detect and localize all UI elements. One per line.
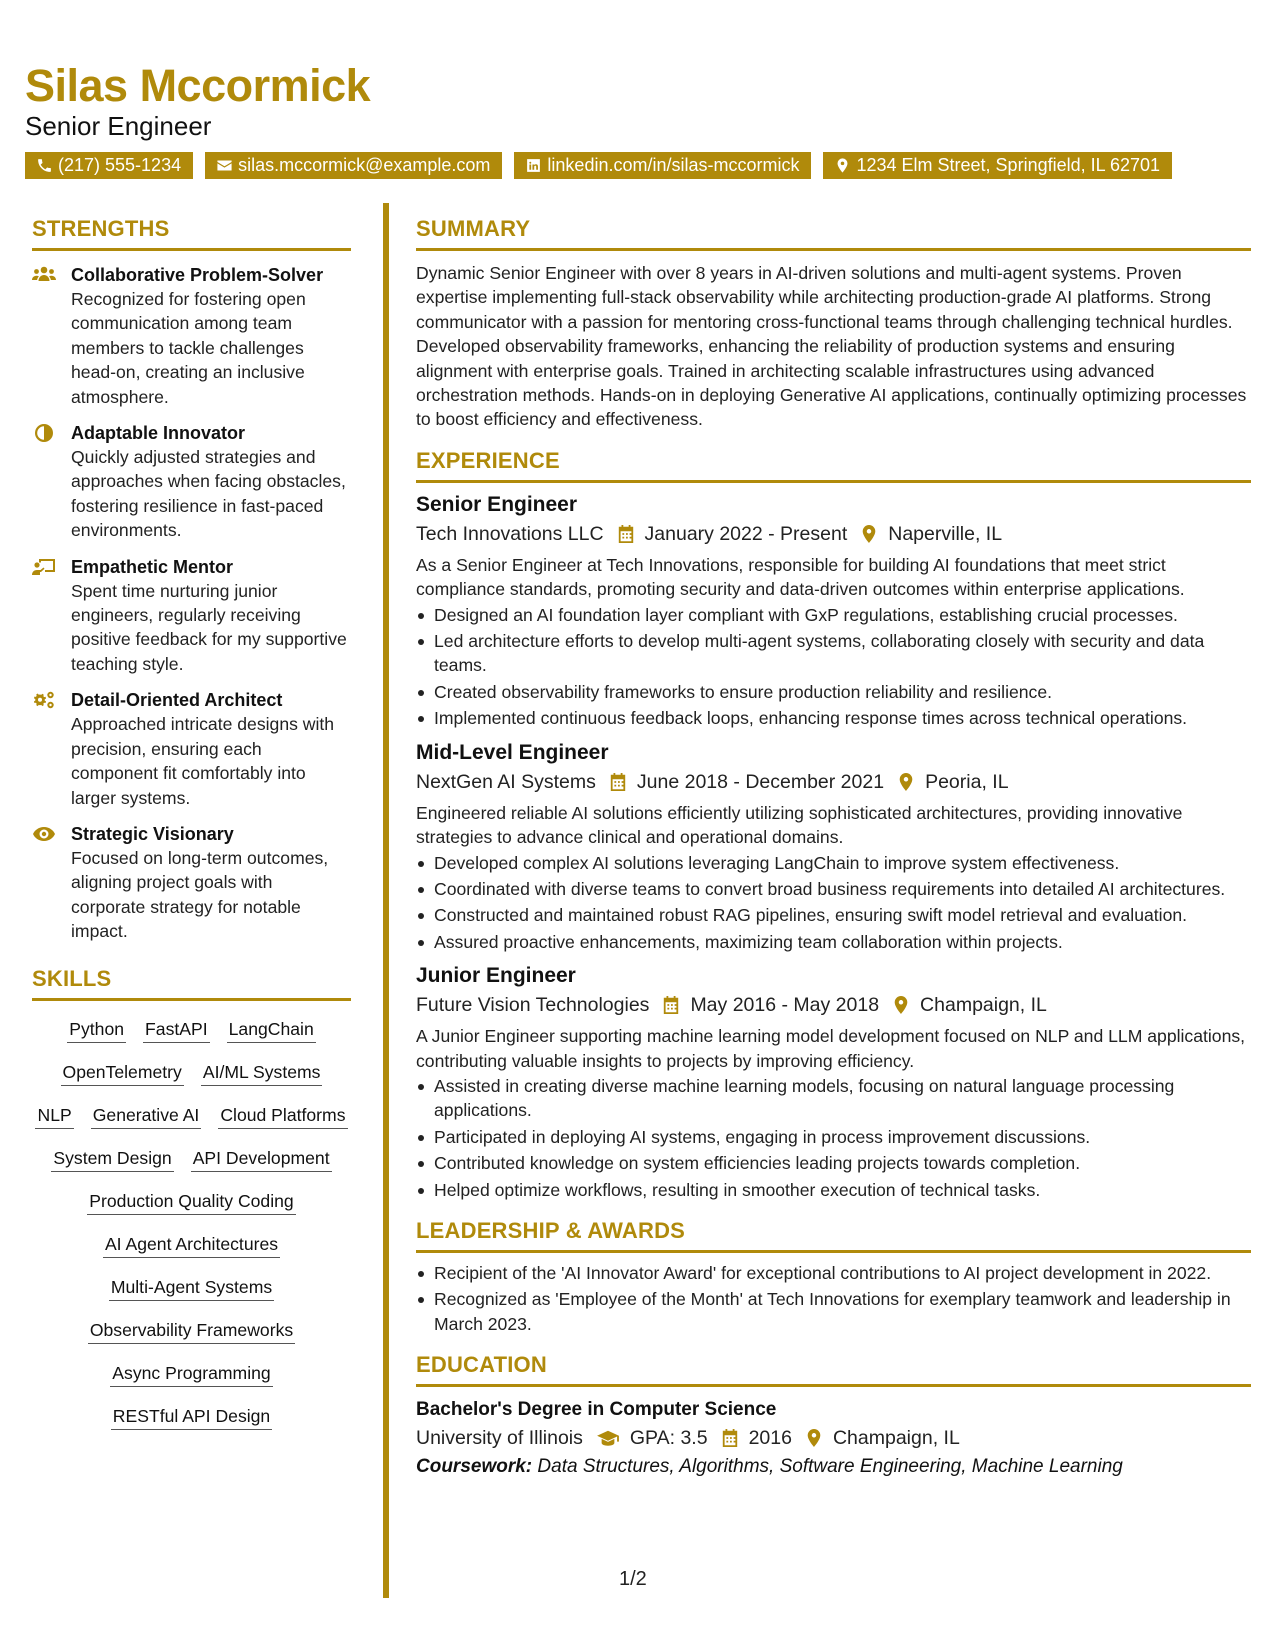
education-heading: EDUCATION	[416, 1352, 1251, 1387]
graduation-cap-icon	[596, 1428, 620, 1448]
strength-name: Strategic Visionary	[71, 823, 234, 844]
skill-tag: Python	[67, 1017, 126, 1043]
skill-tag: API Development	[191, 1146, 332, 1172]
education-school: University of Illinois	[416, 1427, 583, 1450]
job-bullet: Developed complex AI solutions leveraging LangChain to improve system effectiveness.	[416, 851, 1251, 875]
education-meta	[416, 1423, 1251, 1453]
job-location: Champaign, IL	[920, 994, 1047, 1017]
strength-item	[32, 263, 351, 409]
skill-tag: Multi-Agent Systems	[109, 1275, 274, 1301]
eye-icon	[32, 824, 56, 844]
job-meta	[416, 519, 1251, 549]
contact-phone-text: (217) 555-1234	[58, 155, 182, 175]
job-bullet: Assured proactive enhancements, maximizing team collaboration within projects.	[416, 930, 1251, 954]
leadership-bullet: Recognized as 'Employee of the Month' at Tech Innovations for exemplary teamwork and leadership in March 2023.	[416, 1287, 1251, 1336]
job-dates: January 2022 - Present	[644, 522, 848, 545]
skill-tag: AI Agent Architectures	[103, 1232, 280, 1258]
job-bullet: Assisted in creating diverse machine learning models, focusing on natural language processing applications.	[416, 1074, 1251, 1123]
education-degree: Bachelor's Degree in Computer Science	[416, 1399, 777, 1421]
strength-name: Empathetic Mentor	[71, 556, 234, 577]
job-bullets	[416, 603, 1251, 731]
job-entry	[416, 491, 1251, 731]
job-location: Naperville, IL	[888, 522, 1003, 545]
job-dates: June 2018 - December 2021	[636, 770, 885, 793]
job-bullets	[416, 1074, 1251, 1202]
job-desc: Engineered reliable AI solutions efficiently utilizing sophisticated architectures, providing innovative strategies to advance clinical and operational domains.	[416, 802, 1183, 848]
map-pin-icon	[860, 524, 878, 544]
job-company: Future Vision Technologies	[416, 994, 650, 1017]
job-bullet: Led architecture efforts to develop multi-agent systems, collaborating closely with security and data teams.	[416, 629, 1251, 678]
envelope-icon	[216, 157, 233, 174]
job-bullet: Implemented continuous feedback loops, enhancing response times across technical operations.	[416, 706, 1251, 730]
job-bullet: Contributed knowledge on system efficiencies leading projects towards completion.	[416, 1151, 1251, 1175]
strength-desc: Quickly adjusted strategies and approaches when facing obstacles, fostering resilience in fast-paced environments.	[71, 447, 346, 541]
contact-linkedin[interactable]	[514, 152, 811, 179]
strength-name: Detail-Oriented Architect	[71, 690, 283, 711]
job-company: Tech Innovations LLC	[416, 522, 604, 545]
strength-name: Adaptable Innovator	[71, 423, 246, 444]
education-coursework	[416, 1453, 1251, 1481]
skill-tag: Cloud Platforms	[218, 1103, 347, 1129]
chalkboard-teacher-icon	[32, 557, 56, 577]
strength-name: Collaborative Problem-Solver	[71, 265, 324, 285]
left-column	[32, 216, 351, 1430]
skill-tag: System Design	[51, 1146, 173, 1172]
education-gpa: GPA: 3.5	[629, 1427, 708, 1450]
calendar-icon	[617, 524, 635, 544]
skill-tag: Observability Frameworks	[88, 1318, 295, 1344]
experience-heading: EXPERIENCE	[416, 448, 1251, 483]
job-meta	[416, 990, 1251, 1020]
leadership-bullets	[416, 1261, 1251, 1336]
leadership-bullet: Recipient of the 'AI Innovator Award' for exceptional contributions to AI project development in 2022.	[416, 1261, 1251, 1285]
skill-tag: Async Programming	[110, 1361, 272, 1387]
job-entry	[416, 739, 1251, 954]
candidate-name: Silas Mccormick	[25, 60, 371, 111]
calendar-icon	[609, 772, 627, 792]
summary-heading: SUMMARY	[416, 216, 1251, 251]
job-bullet: Coordinated with diverse teams to convert broad business requirements into detailed AI architectures.	[416, 877, 1251, 901]
strength-item	[32, 822, 351, 944]
skill-tag: Production Quality Coding	[87, 1189, 295, 1215]
linkedin-icon	[525, 157, 542, 174]
job-bullet: Participated in deploying AI systems, engaging in process improvement discussions.	[416, 1125, 1251, 1149]
strength-desc: Approached intricate designs with precision, ensuring each component fit comfortably into larger systems.	[71, 714, 335, 808]
users-icon	[32, 265, 56, 285]
contact-email[interactable]	[205, 152, 502, 179]
job-bullets	[416, 851, 1251, 955]
contact-email-text: silas.mccormick@example.com	[238, 155, 491, 175]
map-pin-icon	[805, 1428, 823, 1448]
map-pin-icon	[892, 995, 910, 1015]
map-pin-icon	[897, 772, 915, 792]
strength-item	[32, 555, 351, 677]
page-number: 1/2	[619, 1568, 647, 1590]
half-circle-icon	[32, 423, 56, 443]
job-meta	[416, 767, 1251, 797]
skill-tag: OpenTelemetry	[61, 1060, 184, 1086]
map-pin-icon	[834, 157, 851, 174]
contact-linkedin-text: linkedin.com/in/silas-mccormick	[547, 155, 800, 175]
calendar-icon	[721, 1428, 739, 1448]
skill-tag: NLP	[35, 1103, 73, 1129]
job-desc: As a Senior Engineer at Tech Innovations, responsible for building AI foundations that meet strict compliance standards, promoting security and data-driven outcomes within enterprise applications.	[416, 554, 1185, 600]
job-company: NextGen AI Systems	[416, 770, 596, 793]
right-column	[416, 216, 1251, 1481]
job-bullet: Created observability frameworks to ensure production reliability and resilience.	[416, 680, 1251, 704]
job-bullet: Designed an AI foundation layer compliant with GxP regulations, establishing crucial processes.	[416, 603, 1251, 627]
skill-tag: AI/ML Systems	[201, 1060, 323, 1086]
coursework-list: Data Structures, Algorithms, Software Engineering, Machine Learning	[537, 1456, 1123, 1478]
education-year: 2016	[748, 1427, 792, 1450]
skill-tag: LangChain	[227, 1017, 316, 1043]
job-role: Senior Engineer	[416, 492, 578, 516]
job-desc: A Junior Engineer supporting machine learning model development focused on NLP and LLM applications, contributing valuable insights to projects by improving efficiency.	[416, 1026, 1246, 1071]
contact-bar	[25, 152, 1172, 179]
job-bullet: Constructed and maintained robust RAG pipelines, ensuring swift model retrieval and evaluation.	[416, 903, 1251, 927]
job-role: Mid-Level Engineer	[416, 740, 609, 764]
job-bullet: Helped optimize workflows, resulting in smoother execution of technical tasks.	[416, 1178, 1251, 1202]
strength-item	[32, 421, 351, 543]
strength-item	[32, 688, 351, 810]
job-dates: May 2016 - May 2018	[690, 994, 880, 1017]
strengths-heading: STRENGTHS	[32, 216, 351, 251]
strength-desc: Focused on long-term outcomes, aligning project goals with corporate strategy for notable impact.	[71, 847, 329, 942]
skill-tag: RESTful API Design	[111, 1404, 272, 1430]
column-divider	[383, 203, 389, 1598]
leadership-heading: LEADERSHIP & AWARDS	[416, 1218, 1251, 1253]
contact-phone[interactable]	[25, 152, 193, 179]
gears-icon	[32, 690, 56, 710]
skill-tag: Generative AI	[91, 1103, 202, 1129]
summary-text: Dynamic Senior Engineer with over 8 years in AI-driven solutions and multi-agent systems. Proven expertise implementing full-stack observability while architecting production-grade AI platforms. Strong communicator with a passion for mentoring cross-functional teams through challenging technical hurdles. Developed observability frameworks, enhancing the reliability of production systems and ensuring alignment with enterprise goals. Trained in architecting scalable infrastructures using advanced orchestration methods. Hands-on in deploying Generative AI applications, continually optimizing processes to boost efficiency and effectiveness.	[416, 263, 1247, 430]
coursework-label: Coursework:	[416, 1456, 533, 1478]
strength-desc: Recognized for fostering open communication among team members to tackle challenges head-on, creating an inclusive atmosphere.	[71, 289, 306, 407]
job-location: Peoria, IL	[925, 770, 1009, 793]
skills-list	[32, 1017, 351, 1430]
phone-icon	[36, 157, 53, 174]
job-entry	[416, 962, 1251, 1202]
skills-heading: SKILLS	[32, 966, 351, 1001]
skill-tag: FastAPI	[143, 1017, 210, 1043]
contact-address-text: 1234 Elm Street, Springfield, IL 62701	[856, 155, 1161, 175]
candidate-title: Senior Engineer	[25, 111, 212, 141]
strength-desc: Spent time nurturing junior engineers, regularly receiving positive feedback for my supportive teaching style.	[71, 580, 347, 674]
contact-address[interactable]	[823, 152, 1172, 179]
job-role: Junior Engineer	[416, 964, 576, 988]
calendar-icon	[662, 995, 680, 1015]
education-location: Champaign, IL	[832, 1427, 960, 1450]
